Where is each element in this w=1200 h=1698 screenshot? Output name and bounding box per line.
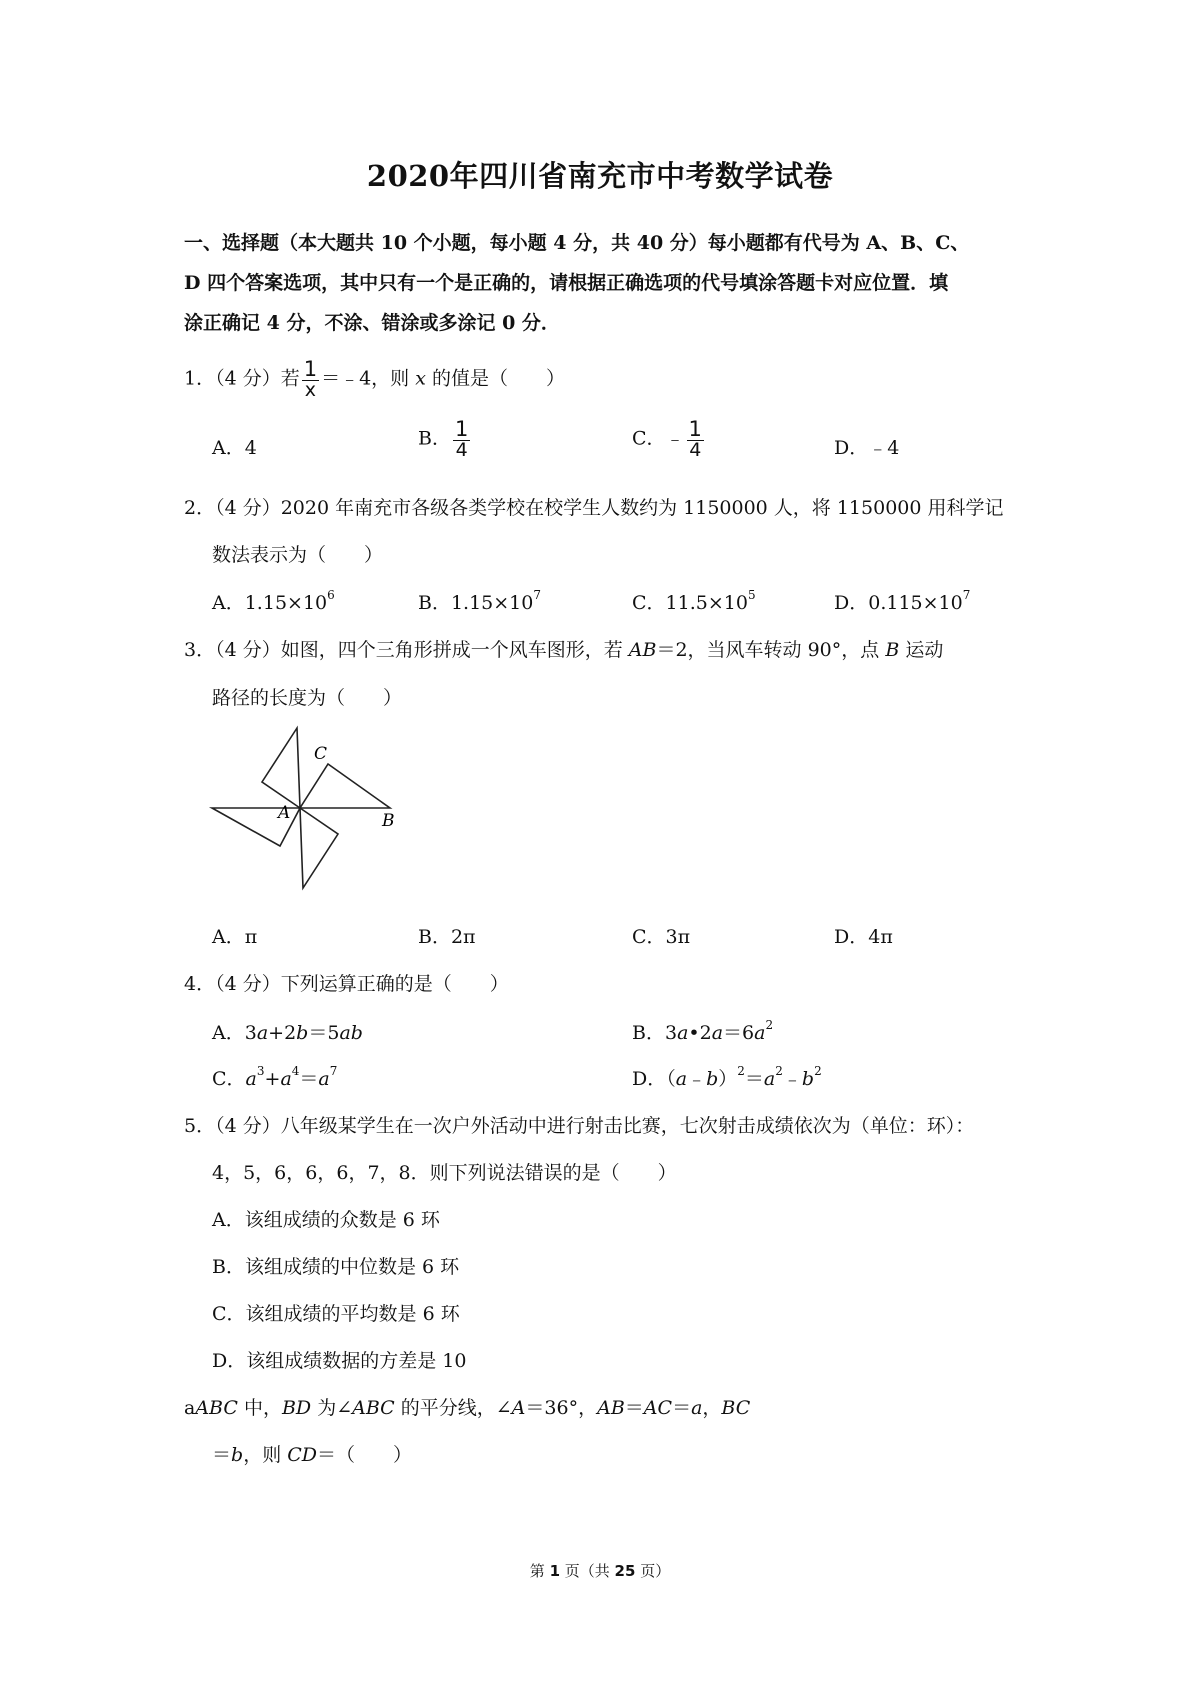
q6-l1-AB: AB: [597, 1397, 625, 1419]
q6-l1-e: ＝36°，: [525, 1397, 598, 1419]
q4-c-plus: +: [264, 1068, 281, 1090]
q3-l1-b: ＝2，当风车转动 90°，点: [656, 639, 886, 661]
q2-d-base: D．0.115×10: [834, 592, 963, 614]
q6-l2-b: b: [231, 1444, 244, 1466]
q4-b-label: B．: [632, 1022, 665, 1044]
q6-l1-a: a: [184, 1397, 196, 1419]
footer-post: 页）: [635, 1562, 671, 1580]
q4-d-a2: a: [763, 1068, 776, 1090]
q4-c-a1: a: [245, 1068, 257, 1090]
q4-c-eq: ＝: [299, 1068, 319, 1090]
q1-c-fraction: [687, 418, 704, 461]
q4-c-label: C．: [212, 1068, 246, 1090]
footer-total-pages: 25: [614, 1562, 636, 1580]
footer-pre: 第: [529, 1562, 550, 1580]
q1-suffix-b: 的值是（ ）: [425, 367, 565, 390]
q1-var: x: [415, 367, 426, 390]
footer-page-number: 1: [549, 1562, 560, 1580]
question-2-line-2: 数法表示为（ ）: [212, 544, 384, 566]
q6-l1-A: A: [511, 1397, 526, 1419]
q4-d-b2: b: [801, 1068, 815, 1090]
q4-option-a: [212, 1018, 363, 1045]
q6-l1-h: ，: [702, 1397, 722, 1419]
q5-option-c: C．该组成绩的平均数是 6 环: [212, 1303, 460, 1325]
q1-option-d: D．﹣4: [834, 437, 900, 459]
page-title: 2020年四川省南充市中考数学试卷: [366, 159, 834, 193]
q6-l1-f: ＝: [624, 1397, 644, 1419]
q6-l1-a-var: a: [691, 1397, 703, 1419]
q6-l1-abc: ABC: [195, 1397, 238, 1419]
q2-a-exp: 6: [327, 588, 335, 602]
q4-c-e2: 4: [291, 1064, 300, 1078]
q4-a-plus: +2: [268, 1022, 297, 1044]
q4-a-b: b: [296, 1022, 309, 1044]
q4-b-a2: a: [711, 1022, 724, 1044]
q2-option-c: [632, 588, 756, 615]
q1-fraction: [302, 358, 319, 401]
question-2-line-1: 2．（4 分）2020 年南充市各级各类学校在校学生人数约为 1150000 人，将 1150000 用科学记: [184, 497, 1004, 519]
q2-option-b: [418, 588, 541, 615]
q1-option-a: A．4: [212, 437, 257, 459]
q2-d-exp: 7: [962, 588, 971, 602]
q4-option-b: [632, 1018, 773, 1045]
q3-l1-pt: B: [885, 639, 900, 661]
q1-suffix-a: ＝﹣4，则: [321, 367, 416, 390]
q4-d-e2: 2: [775, 1064, 783, 1078]
q2-c-exp: 5: [747, 588, 756, 602]
q4-d-b: b: [706, 1068, 719, 1090]
q2-c-base: C．11.5×10: [632, 592, 748, 614]
figure-label-a: A: [278, 803, 291, 823]
q1-frac-den: x: [304, 379, 317, 402]
q6-l1-g: ＝: [672, 1397, 692, 1419]
section-line-2: D 四个答案选项，其中只有一个是正确的，请根据正确选项的代号填涂答题卡对应位置．填: [184, 272, 949, 294]
q4-c-e1: 3: [256, 1064, 265, 1078]
q4-d-e3: 2: [814, 1064, 822, 1078]
q4-b-exp: 2: [765, 1018, 774, 1032]
q1-prefix: 1．（4 分）若: [184, 367, 300, 390]
q4-d-a: a: [675, 1068, 688, 1090]
q1-b-fraction: [453, 418, 470, 461]
question-3-line-1: [184, 635, 943, 662]
q6-l2-d: ＝（ ）: [317, 1444, 413, 1466]
q4-option-c: [212, 1064, 337, 1091]
q6-l2-c: ，则: [243, 1444, 288, 1466]
q4-d-minus: ﹣: [687, 1068, 707, 1090]
question-1-stem: [184, 358, 565, 401]
q4-a-eq: ＝5: [308, 1022, 340, 1044]
windmill-triangle-right: [300, 764, 390, 808]
q3-l1-a: 3．（4 分）如图，四个三角形拼成一个风车图形，若: [184, 639, 629, 661]
q6-l1-c: 为∠: [311, 1397, 353, 1419]
q6-l1-BC: BC: [721, 1397, 751, 1419]
question-6-line-2: [212, 1440, 412, 1467]
q2-b-base: B．1.15×10: [418, 592, 534, 614]
q4-d-label: D．（: [632, 1068, 676, 1090]
question-4-stem: 4．（4 分）下列运算正确的是（ ）: [184, 973, 509, 995]
q3-option-a: A．π: [212, 926, 258, 948]
q4-a-a: a: [256, 1022, 269, 1044]
question-5-line-2: 4，5，6，6，6，7，8．则下列说法错误的是（ ）: [212, 1162, 677, 1184]
q4-c-a3: a: [318, 1068, 330, 1090]
q5-option-b: B．该组成绩的中位数是 6 环: [212, 1256, 460, 1278]
q2-option-d: [834, 588, 970, 615]
figure-label-b: B: [382, 811, 395, 831]
q1-b-den: 4: [455, 439, 468, 462]
q4-c-a2: a: [280, 1068, 292, 1090]
section-line-1: 一、选择题（本大题共 10 个小题，每小题 4 分，共 40 分）每小题都有代号为 A、B、C、: [184, 232, 970, 254]
windmill-figure: [200, 720, 410, 920]
q3-l1-ab: AB: [628, 639, 657, 661]
q2-a-base: A．1.15×10: [212, 592, 328, 614]
q1-option-c: [632, 418, 706, 461]
q6-l2-a: ＝: [212, 1444, 232, 1466]
q4-a-ab: ab: [339, 1022, 363, 1044]
question-6-line-1: [184, 1393, 750, 1420]
q4-b-eq: ＝6: [723, 1022, 755, 1044]
q5-option-d: D．该组成绩数据的方差是 10: [212, 1350, 467, 1372]
q4-d-eq: ＝: [744, 1068, 764, 1090]
question-3-line-2: 路径的长度为（ ）: [212, 687, 403, 709]
q3-l1-c: 运动: [899, 639, 944, 661]
q1-frac-num: 1: [303, 357, 318, 381]
q6-l1-bd: BD: [281, 1397, 312, 1419]
q6-l1-AC: AC: [643, 1397, 673, 1419]
q3-option-b: B．2π: [418, 926, 476, 948]
q1-b-num: 1: [454, 417, 469, 441]
q1-option-b: [418, 418, 472, 461]
q4-d-e1: 2: [737, 1064, 745, 1078]
section-line-3: 涂正确记 4 分，不涂、错涂或多涂记 0 分．: [184, 312, 560, 334]
q6-l2-CD: CD: [287, 1444, 318, 1466]
q4-d-close: ）: [718, 1068, 738, 1090]
q4-b-3: 3: [664, 1022, 678, 1044]
q5-option-a: A．该组成绩的众数是 6 环: [212, 1209, 440, 1231]
windmill-triangle-bottom: [300, 808, 338, 888]
q1-b-label: B．: [418, 427, 451, 450]
q4-b-a3: a: [754, 1022, 766, 1044]
q4-c-e3: 7: [329, 1064, 338, 1078]
q1-c-label: C．﹣: [632, 427, 685, 450]
page-footer: [0, 1560, 1200, 1581]
q2-option-a: [212, 588, 335, 615]
footer-mid: 页（共: [560, 1562, 615, 1580]
q4-a-label: A．: [212, 1022, 245, 1044]
q3-option-c: C．3π: [632, 926, 691, 948]
q3-option-d: D．4π: [834, 926, 893, 948]
q1-c-num: 1: [688, 417, 702, 441]
q1-c-den: 4: [689, 439, 702, 462]
q6-l1-b: 中，: [237, 1397, 282, 1419]
q4-b-dot: •2: [688, 1022, 712, 1044]
figure-label-c: C: [314, 744, 328, 764]
q4-b-a1: a: [677, 1022, 689, 1044]
q4-d-minus2: ﹣: [782, 1068, 802, 1090]
q6-l1-d: 的平分线，∠: [394, 1397, 512, 1419]
windmill-triangle-top: [262, 728, 300, 808]
q6-l1-abc2: ABC: [352, 1397, 395, 1419]
q4-a-3: 3: [244, 1022, 257, 1044]
question-5-line-1: 5．（4 分）八年级某学生在一次户外活动中进行射击比赛，七次射击成绩依次为（单位：环）：: [184, 1115, 975, 1137]
q4-option-d: [632, 1064, 822, 1091]
q2-b-exp: 7: [533, 588, 542, 602]
